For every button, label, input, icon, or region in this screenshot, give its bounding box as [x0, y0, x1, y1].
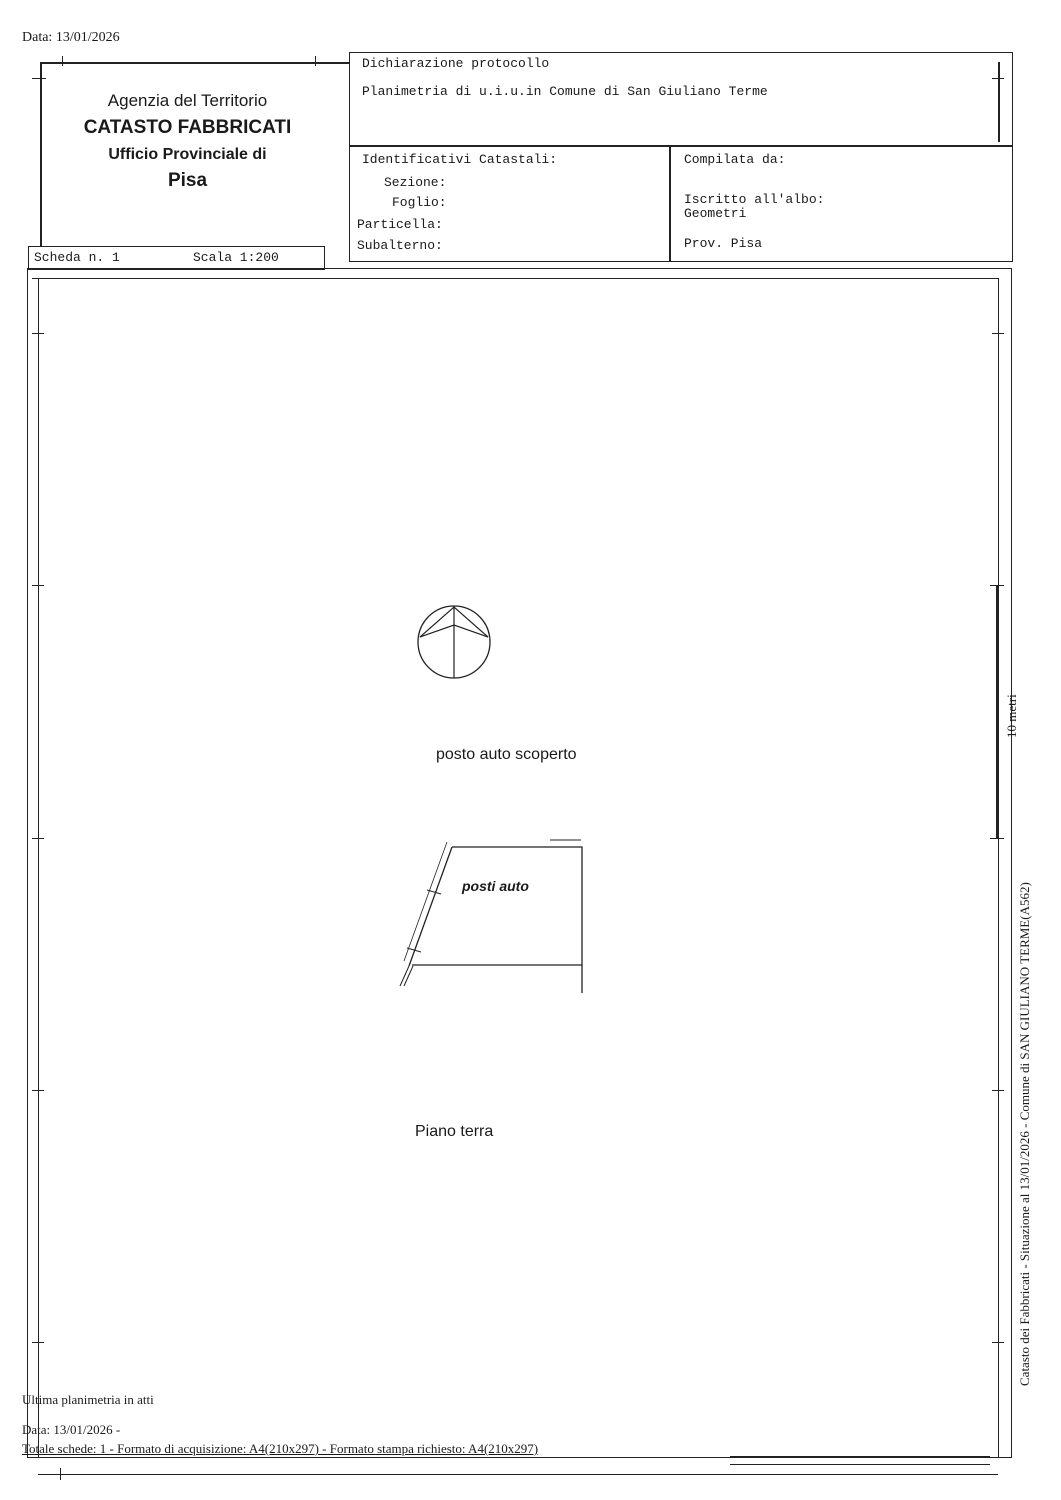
frame-top-line [40, 62, 350, 64]
parking-plan [395, 830, 595, 1000]
footer-totals: Totale schede: 1 - Formato di acquisizione: A4(210x297) - Formato stampa richiesto: A4(210x297) [22, 1441, 539, 1456]
sezione-label: Sezione: [384, 175, 447, 190]
inner-frame-right [998, 278, 999, 1458]
identifiers-title: Identificativi Catastali: [362, 152, 558, 167]
last-plan-note: Ultima planimetria in atti [22, 1392, 154, 1407]
piano-terra-label: Piano terra [415, 1123, 494, 1140]
office-label: Ufficio Provinciale di [108, 146, 267, 163]
top-date: Data: 13/01/2026 [22, 30, 120, 45]
footer-date: Data: 13/01/2026 - [22, 1422, 121, 1437]
scala-label: Scala 1:200 [193, 250, 279, 265]
side-note: Catasto dei Fabbricati - Situazione al 13/01/2026 - Comune di SAN GIULIANO TERME(A562) [1017, 882, 1032, 1386]
agency-name: Agenzia del Territorio [107, 91, 268, 110]
north-arrow-icon [414, 603, 494, 681]
scale-bar-label: 10 metri [1004, 694, 1019, 738]
posti-auto-label: posti auto [462, 878, 529, 894]
particella-label: Particella: [357, 217, 443, 232]
province-label: Prov. Pisa [684, 236, 763, 251]
compiled-title: Compilata da: [684, 152, 786, 167]
subalterno-label: Subalterno: [357, 238, 443, 253]
catasto-title: CATASTO FABBRICATI [83, 117, 292, 138]
planimetry-label: Planimetria di u.i.u.in Comune di San Giuliano Terme [362, 84, 768, 99]
scale-bar-line [996, 585, 998, 838]
albo-value: Geometri [684, 206, 747, 221]
office-city: Pisa [167, 170, 208, 191]
agency-block [60, 88, 315, 194]
posto-auto-scoperto-label: posto auto scoperto [436, 746, 577, 763]
frame-left-line [40, 62, 42, 247]
protocol-label: Dichiarazione protocollo [362, 56, 550, 71]
albo-label: Iscritto all'albo: [684, 192, 825, 207]
foglio-label: Foglio: [392, 195, 447, 210]
scheda-label: Scheda n. 1 [34, 250, 120, 265]
inner-frame-left [38, 278, 39, 1458]
